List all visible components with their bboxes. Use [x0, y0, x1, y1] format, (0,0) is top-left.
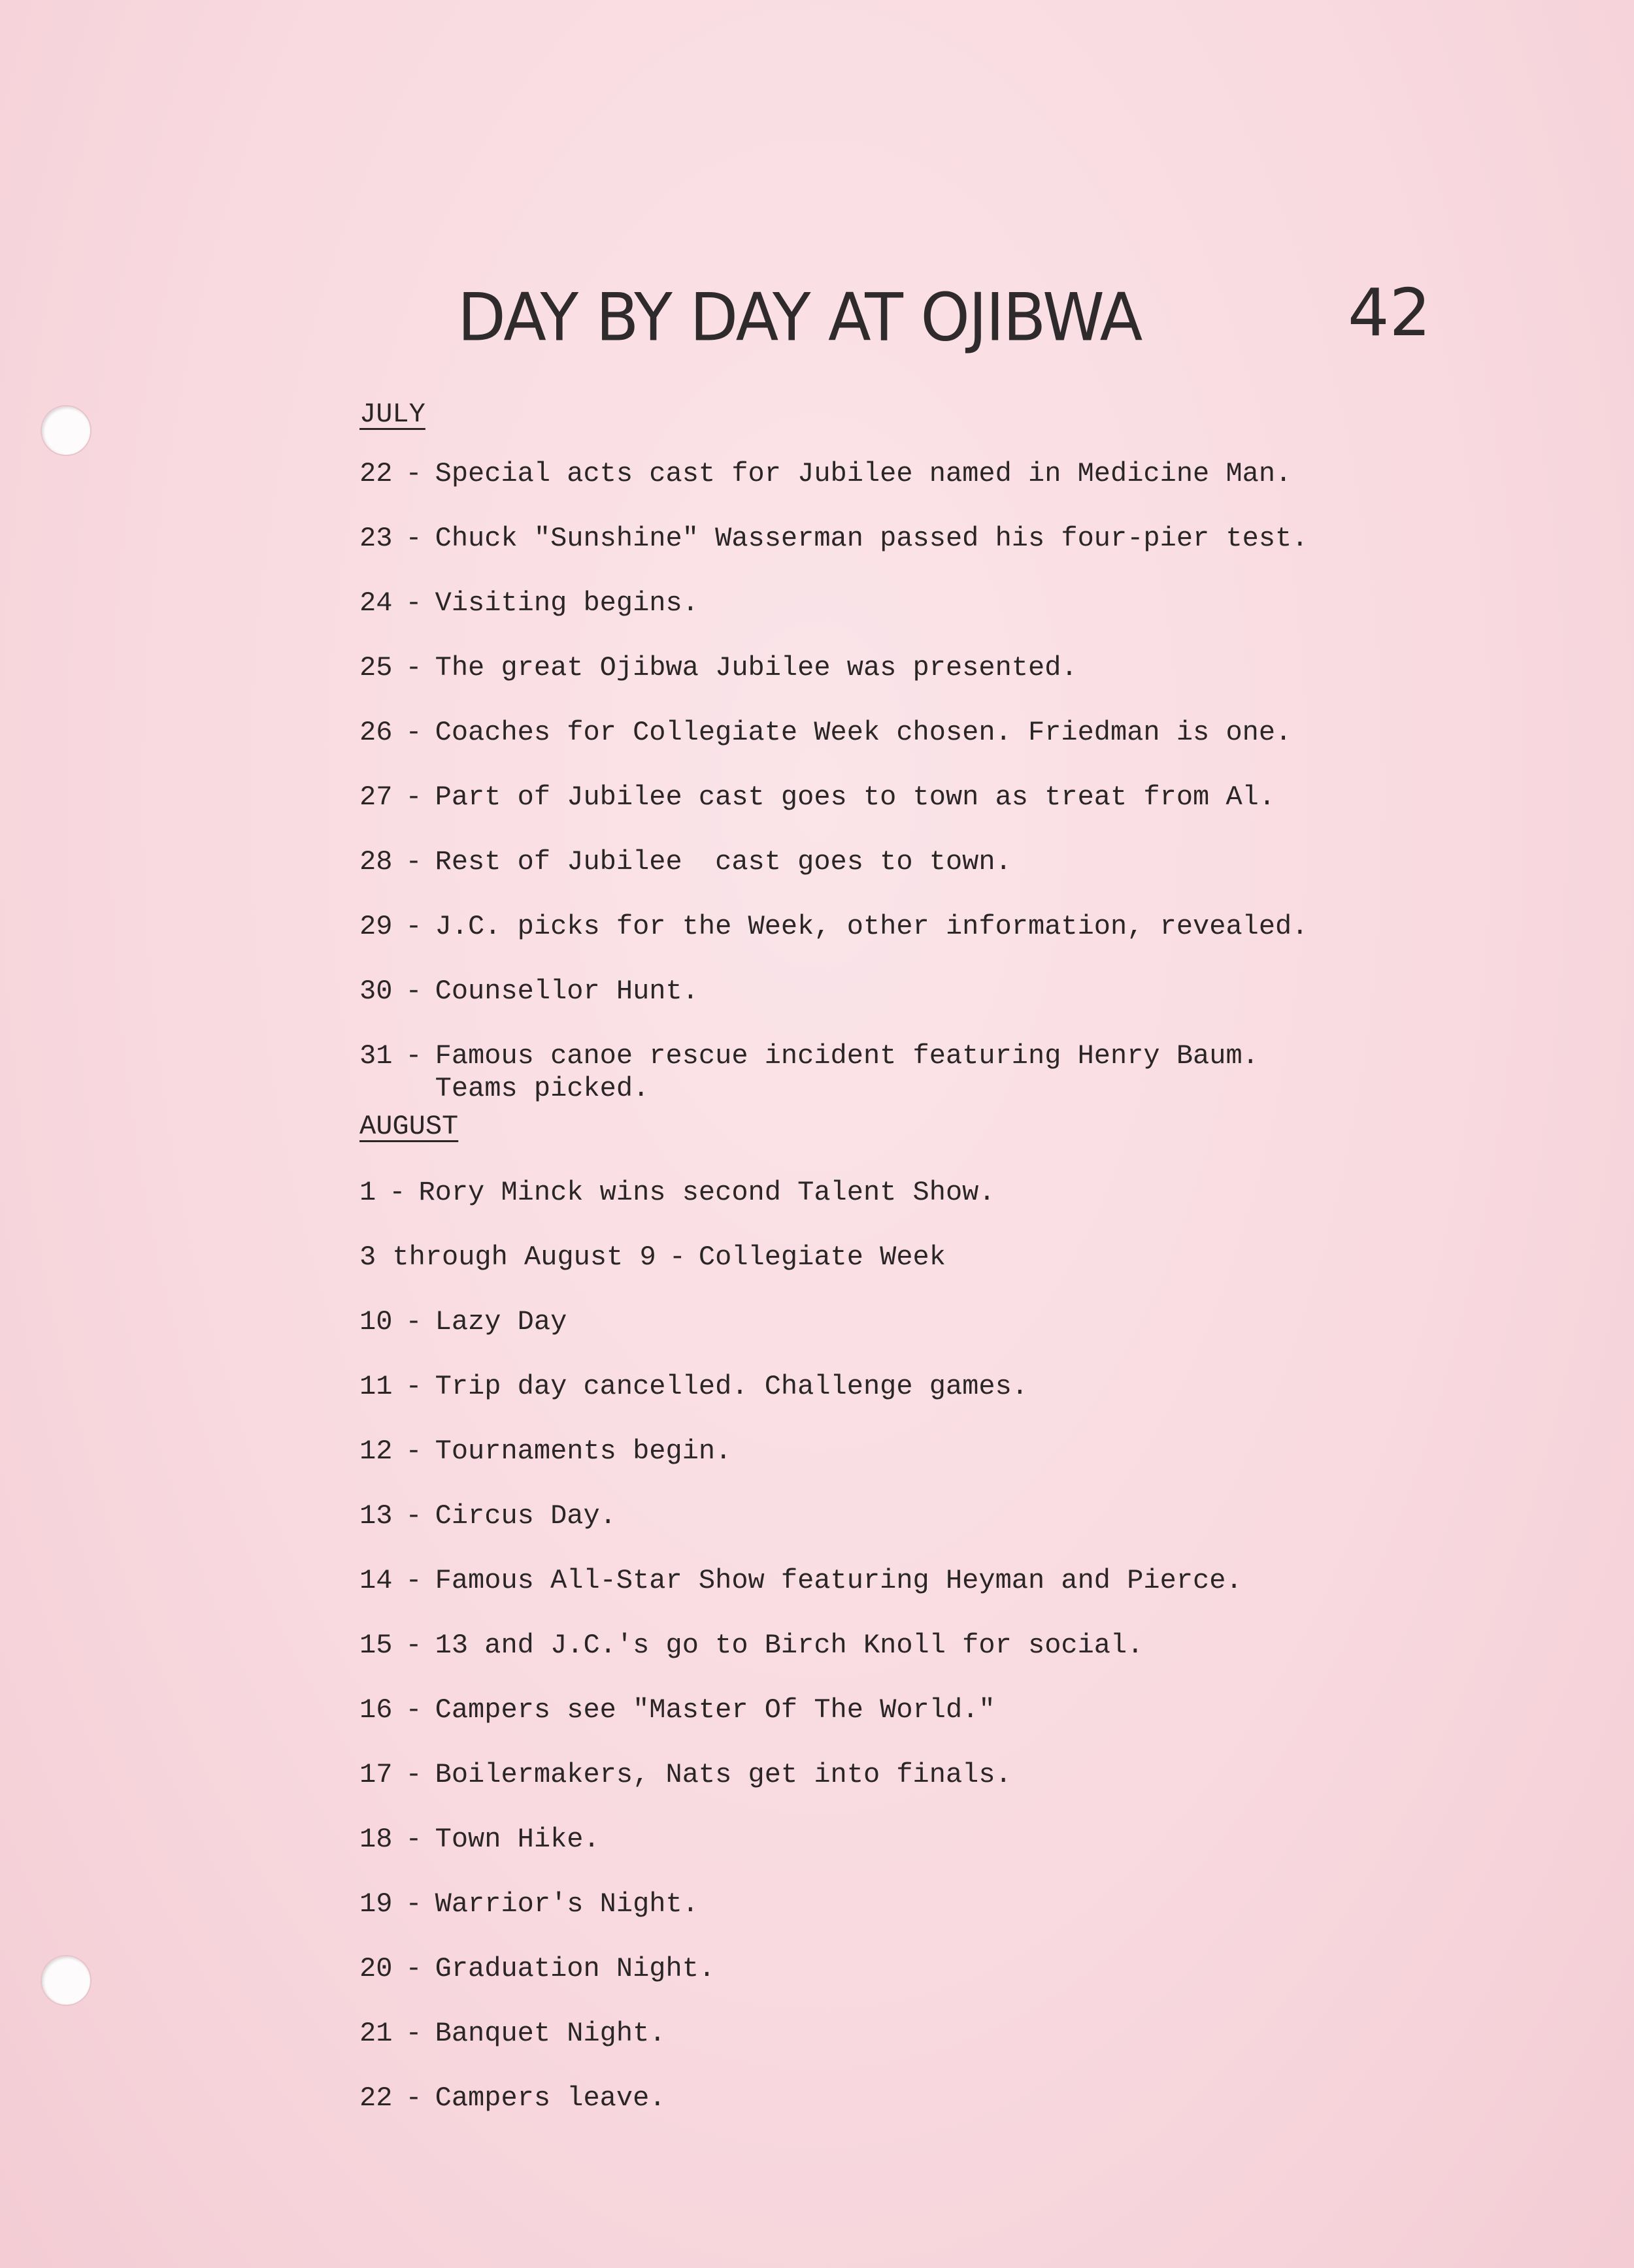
entry-text: Campers leave.	[435, 2082, 666, 2114]
entry-text: Rest of Jubilee cast goes to town.	[435, 846, 1012, 878]
entry-text: Part of Jubilee cast goes to town as treat from Al.	[435, 781, 1276, 813]
calendar-entry	[359, 910, 1601, 943]
entry-separator: -	[405, 2082, 422, 2114]
entry-text: Campers see "Master Of The World."	[435, 1694, 995, 1726]
calendar-entry	[359, 1758, 1601, 1791]
entry-day: 31	[359, 1040, 393, 1072]
calendar-entry	[359, 716, 1601, 749]
entry-text: Graduation Night.	[435, 1953, 716, 1984]
entry-text: Banquet Night.	[435, 2018, 666, 2049]
calendar-entry	[359, 1435, 1601, 1468]
calendar-entry	[359, 975, 1601, 1008]
entry-day: 12	[359, 1436, 393, 1467]
calendar-entry	[359, 1952, 1601, 1985]
entry-text: Circus Day.	[435, 1500, 616, 1532]
calendar-entry	[359, 2082, 1601, 2114]
entry-separator: -	[405, 1436, 422, 1467]
entry-separator: -	[405, 458, 422, 489]
entry-day: 26	[359, 717, 393, 748]
entry-text: Counsellor Hunt.	[435, 976, 699, 1007]
calendar-entry	[359, 522, 1601, 555]
entry-separator: -	[405, 1759, 422, 1790]
entry-text: Rory Minck wins second Talent Show.	[418, 1177, 995, 1208]
calendar-entry	[359, 1306, 1601, 1338]
entry-separator: -	[405, 1371, 422, 1402]
entry-text: Coaches for Collegiate Week chosen. Friedman is one.	[435, 717, 1292, 748]
calendar-entry	[359, 1500, 1601, 1532]
entry-day: 3 through August 9	[359, 1241, 656, 1273]
entry-day: 16	[359, 1694, 393, 1726]
calendar-entry	[359, 587, 1601, 619]
entry-separator: -	[405, 1630, 422, 1661]
entry-day: 19	[359, 1888, 393, 1920]
entry-day: 21	[359, 2018, 393, 2049]
august-entries	[359, 1176, 1601, 2146]
entry-separator: -	[405, 652, 422, 683]
entry-day: 14	[359, 1565, 393, 1596]
entry-separator: -	[405, 1040, 422, 1072]
entry-day: 10	[359, 1306, 393, 1338]
calendar-entry	[359, 1694, 1601, 1726]
entry-day: 15	[359, 1630, 393, 1661]
entry-separator: -	[405, 1500, 422, 1532]
punch-hole-bottom	[41, 1955, 92, 2006]
entry-separator: -	[405, 2018, 422, 2049]
entry-separator: -	[405, 1888, 422, 1920]
page-number: 42	[1348, 274, 1431, 351]
entry-separator: -	[405, 1694, 422, 1726]
calendar-entry	[359, 1629, 1601, 1662]
calendar-entry	[359, 1241, 1601, 1274]
entry-separator: -	[389, 1177, 406, 1208]
entry-separator: -	[405, 846, 422, 878]
entry-separator: -	[405, 976, 422, 1007]
entry-separator: -	[405, 717, 422, 748]
entry-text: Visiting begins.	[435, 587, 699, 619]
entry-text: Famous canoe rescue incident featuring Henry Baum. Teams picked.	[435, 1040, 1259, 1104]
entry-day: 25	[359, 652, 393, 683]
entry-day: 22	[359, 458, 393, 489]
entry-separator: -	[405, 587, 422, 619]
calendar-entry	[359, 1823, 1601, 1856]
section-heading-august: AUGUST	[359, 1111, 459, 1142]
entry-day: 11	[359, 1371, 393, 1402]
section-heading-july: JULY	[359, 399, 425, 430]
entry-text: Trip day cancelled. Challenge games.	[435, 1371, 1028, 1402]
entry-day: 27	[359, 781, 393, 813]
punch-hole-top	[41, 405, 92, 456]
entry-text: Collegiate Week	[698, 1241, 946, 1273]
entry-separator: -	[405, 781, 422, 813]
calendar-entry	[359, 651, 1601, 684]
entry-day: 30	[359, 976, 393, 1007]
calendar-entry	[359, 1564, 1601, 1597]
entry-text: The great Ojibwa Jubilee was presented.	[435, 652, 1078, 683]
entry-text: 13 and J.C.'s go to Birch Knoll for social.	[435, 1630, 1144, 1661]
entry-text: Famous All-Star Show featuring Heyman and Pierce.	[435, 1565, 1242, 1596]
entry-separator: -	[405, 1565, 422, 1596]
entry-day: 13	[359, 1500, 393, 1532]
calendar-entry	[359, 846, 1601, 878]
calendar-entry	[359, 781, 1601, 814]
calendar-entry	[359, 1370, 1601, 1403]
calendar-entry	[359, 1176, 1601, 1209]
entry-separator: -	[405, 911, 422, 942]
entry-separator: -	[405, 1953, 422, 1984]
entry-day: 29	[359, 911, 393, 942]
entry-text: J.C. picks for the Week, other information, revealed.	[435, 911, 1309, 942]
entry-text: Chuck "Sunshine" Wasserman passed his four-pier test.	[435, 523, 1309, 554]
entry-text: Boilermakers, Nats get into finals.	[435, 1759, 1012, 1790]
calendar-entry	[359, 1888, 1601, 1920]
calendar-entry	[359, 1040, 1601, 1105]
entry-text: Warrior's Night.	[435, 1888, 699, 1920]
entry-day: 20	[359, 1953, 393, 1984]
entry-text: Town Hike.	[435, 1824, 600, 1855]
entry-day: 23	[359, 523, 393, 554]
entry-day: 22	[359, 2082, 393, 2114]
calendar-entry	[359, 2017, 1601, 2050]
entry-text: Special acts cast for Jubilee named in Medicine Man.	[435, 458, 1292, 489]
entry-separator: -	[669, 1241, 686, 1273]
entry-day: 18	[359, 1824, 393, 1855]
july-entries	[359, 457, 1601, 1105]
entry-separator: -	[405, 1824, 422, 1855]
entry-day: 24	[359, 587, 393, 619]
entry-day: 17	[359, 1759, 393, 1790]
page-title: DAY BY DAY AT OJIBWA	[458, 279, 1142, 356]
entry-text: Tournaments begin.	[435, 1436, 732, 1467]
entry-day: 1	[359, 1177, 376, 1208]
entry-text: Lazy Day	[435, 1306, 567, 1338]
calendar-entry	[359, 457, 1601, 490]
entry-separator: -	[405, 1306, 422, 1338]
entry-separator: -	[405, 523, 422, 554]
entry-day: 28	[359, 846, 393, 878]
